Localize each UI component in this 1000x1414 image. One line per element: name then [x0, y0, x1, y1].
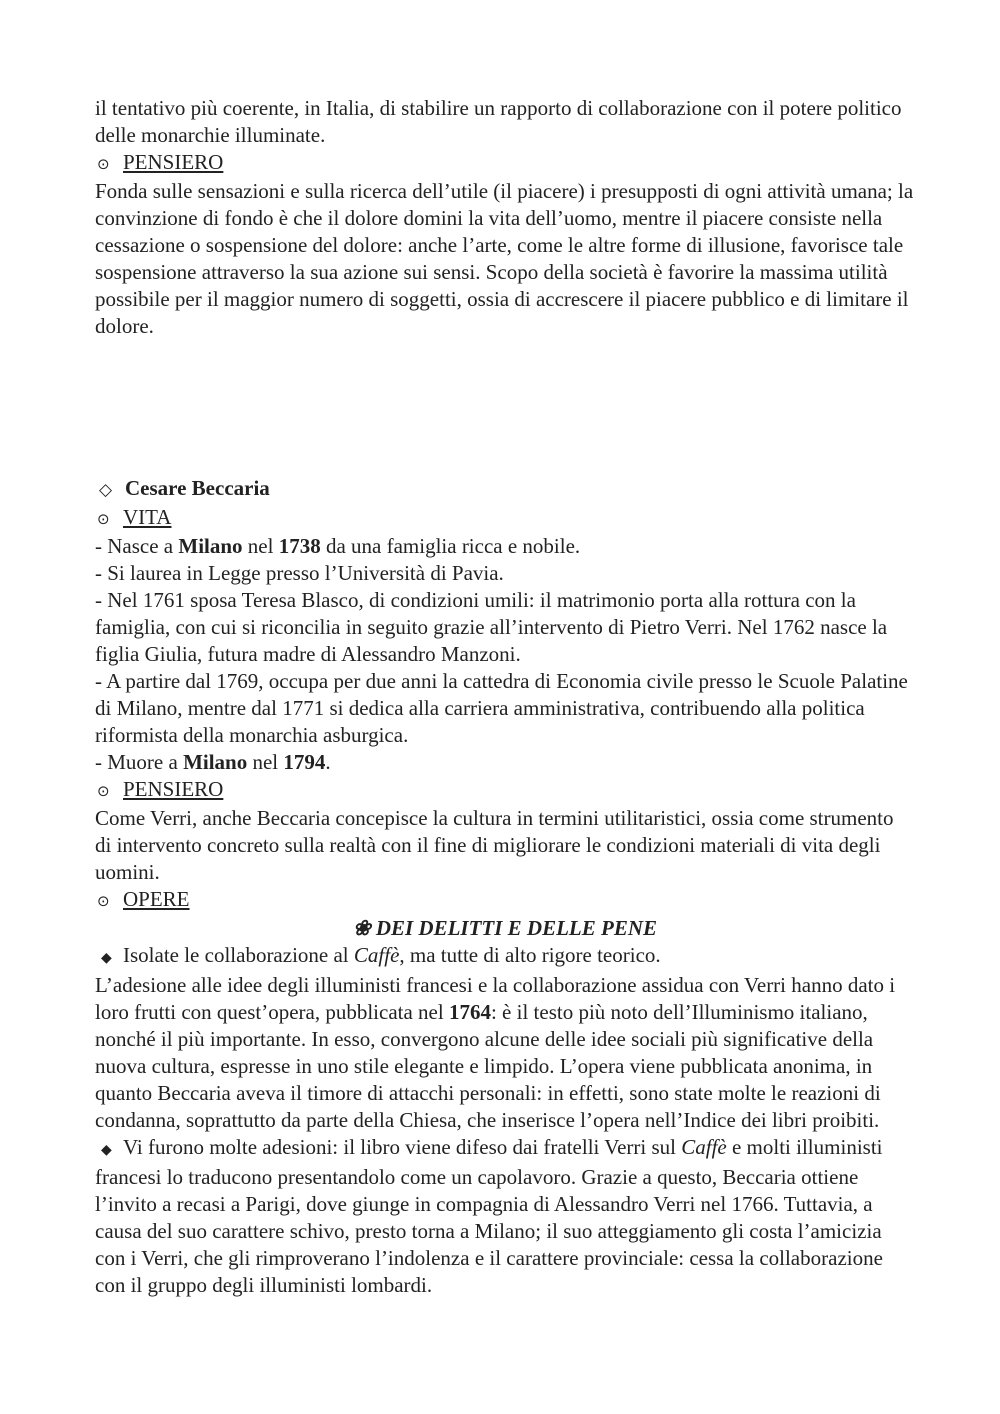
vita-line-career: - A partire dal 1769, occupa per due anni la cattedra di Economia civile presso le Scuole Palatine di Milano, mentre dal 1771 si dedica alla carriera amministrativa, contribuendo alla politica riformista della monarchia asburgica.	[95, 669, 908, 747]
vita-line-death: - Muore a Milano nel 1794.	[95, 750, 331, 774]
circle-bullet-icon: ⊙	[97, 782, 110, 800]
section-heading: PENSIERO	[123, 777, 224, 801]
vita-line-marriage: - Nel 1761 sposa Teresa Blasco, di condizioni umili: il matrimonio porta alla rottura con la famiglia, con cui si riconcilia in seguito grazie all’intervento di Pietro Verri. Nel 1762 nasce la figlia Giulia, futura madre di Alessandro Manzoni.	[95, 588, 888, 666]
opere-bullet-2: ◆ Vi furono molte adesioni: il libro viene difeso dai fratelli Verri sul Caffè e molti illuministi francesi lo traducono presentandolo come un capolavoro. Grazie a questo, Beccaria ottiene l’invito a recasi a Parigi, dove giunge in compagnia di Alessandro Verri nel 1766. Tuttavia, a causa del suo carattere schivo, presto torna a Milano; il suo atteggiamento gli costa l’amicizia con i Verri, che gli rimproverano l’indolenza e il carattere provinciale: cessa la collaborazione con il gruppo degli illuministi lombardi.	[95, 1135, 883, 1297]
circle-bullet-icon: ⊙	[97, 155, 110, 173]
diamond-outline-icon: ◇	[99, 480, 113, 500]
diamond-filled-icon: ◆	[101, 1142, 112, 1158]
work-title: ❀ DEI DELITTI E DELLE PENE	[352, 916, 658, 940]
flower-icon: ❀	[352, 916, 371, 940]
opere-bullet-1: ◆ Isolate le collaborazione al Caffè, ma tutte di alto rigore teorico.	[95, 942, 915, 972]
document-page	[95, 95, 915, 1299]
verri-pensiero-text: Fonda sulle sensazioni e sulla ricerca dell’utile (il piacere) i presupposti di ogni attività umana; la convinzione di fondo è che il dolore domini la vita dell’uomo, mentre il piacere consiste nella cessazione o sospensione del dolore: anche l’arte, come le altre forme di illusione, favorisce tale sospensione attraverso la sua azione sui sensi. Scopo della società è favorire la massima utilità possibile per il maggior numero di soggetti, ossia di accrescere il piacere pubblico e di limitare il dolore.	[95, 179, 914, 338]
circle-bullet-icon: ⊙	[97, 510, 110, 528]
diamond-filled-icon: ◆	[101, 950, 112, 966]
spacer	[95, 340, 915, 475]
section-heading: OPERE	[123, 887, 190, 911]
verri-pensiero-heading	[95, 149, 915, 178]
pensiero-heading	[95, 776, 915, 805]
pensiero-text: Come Verri, anche Beccaria concepisce la cultura in termini utilitaristici, ossia come strumento di intervento concreto sulla realtà con il fine di migliorare le condizioni materiali di vita degli uomini.	[95, 806, 894, 884]
section-heading: PENSIERO	[123, 150, 224, 174]
author-name: Cesare Beccaria	[125, 476, 270, 500]
circle-bullet-icon: ⊙	[97, 892, 110, 910]
section-heading: VITA	[123, 505, 172, 529]
opere-heading	[95, 886, 915, 915]
vita-line-birth: - Nasce a Milano nel 1738 da una famiglia ricca e nobile.	[95, 534, 581, 558]
opere-paragraph: L’adesione alle idee degli illuministi francesi e la collaborazione assidua con Verri hanno dato i loro frutti con quest’opera, pubblicata nel 1764: è il testo più noto dell’Illuminismo italiano, nonché il più importante. In esso, convergono alcune delle idee sociali più significative della nuova cultura, espresse in uno stile elegante e limpido. L’opera viene pubblicata anonima, in quanto Beccaria aveva il timore di attacchi personali: in effetti, sono state molte le reazioni di condanna, soprattutto da parte della Chiesa, che inserisce l’opera nell’Indice dei libri proibiti.	[95, 973, 896, 1132]
vita-heading	[95, 504, 915, 533]
vita-line-degree: - Si laurea in Legge presso l’Università di Pavia.	[95, 561, 504, 585]
intro-paragraph: il tentativo più coerente, in Italia, di stabilire un rapporto di collaborazione con il potere politico delle monarchie illuminate.	[95, 96, 902, 147]
beccaria-title	[95, 475, 915, 504]
